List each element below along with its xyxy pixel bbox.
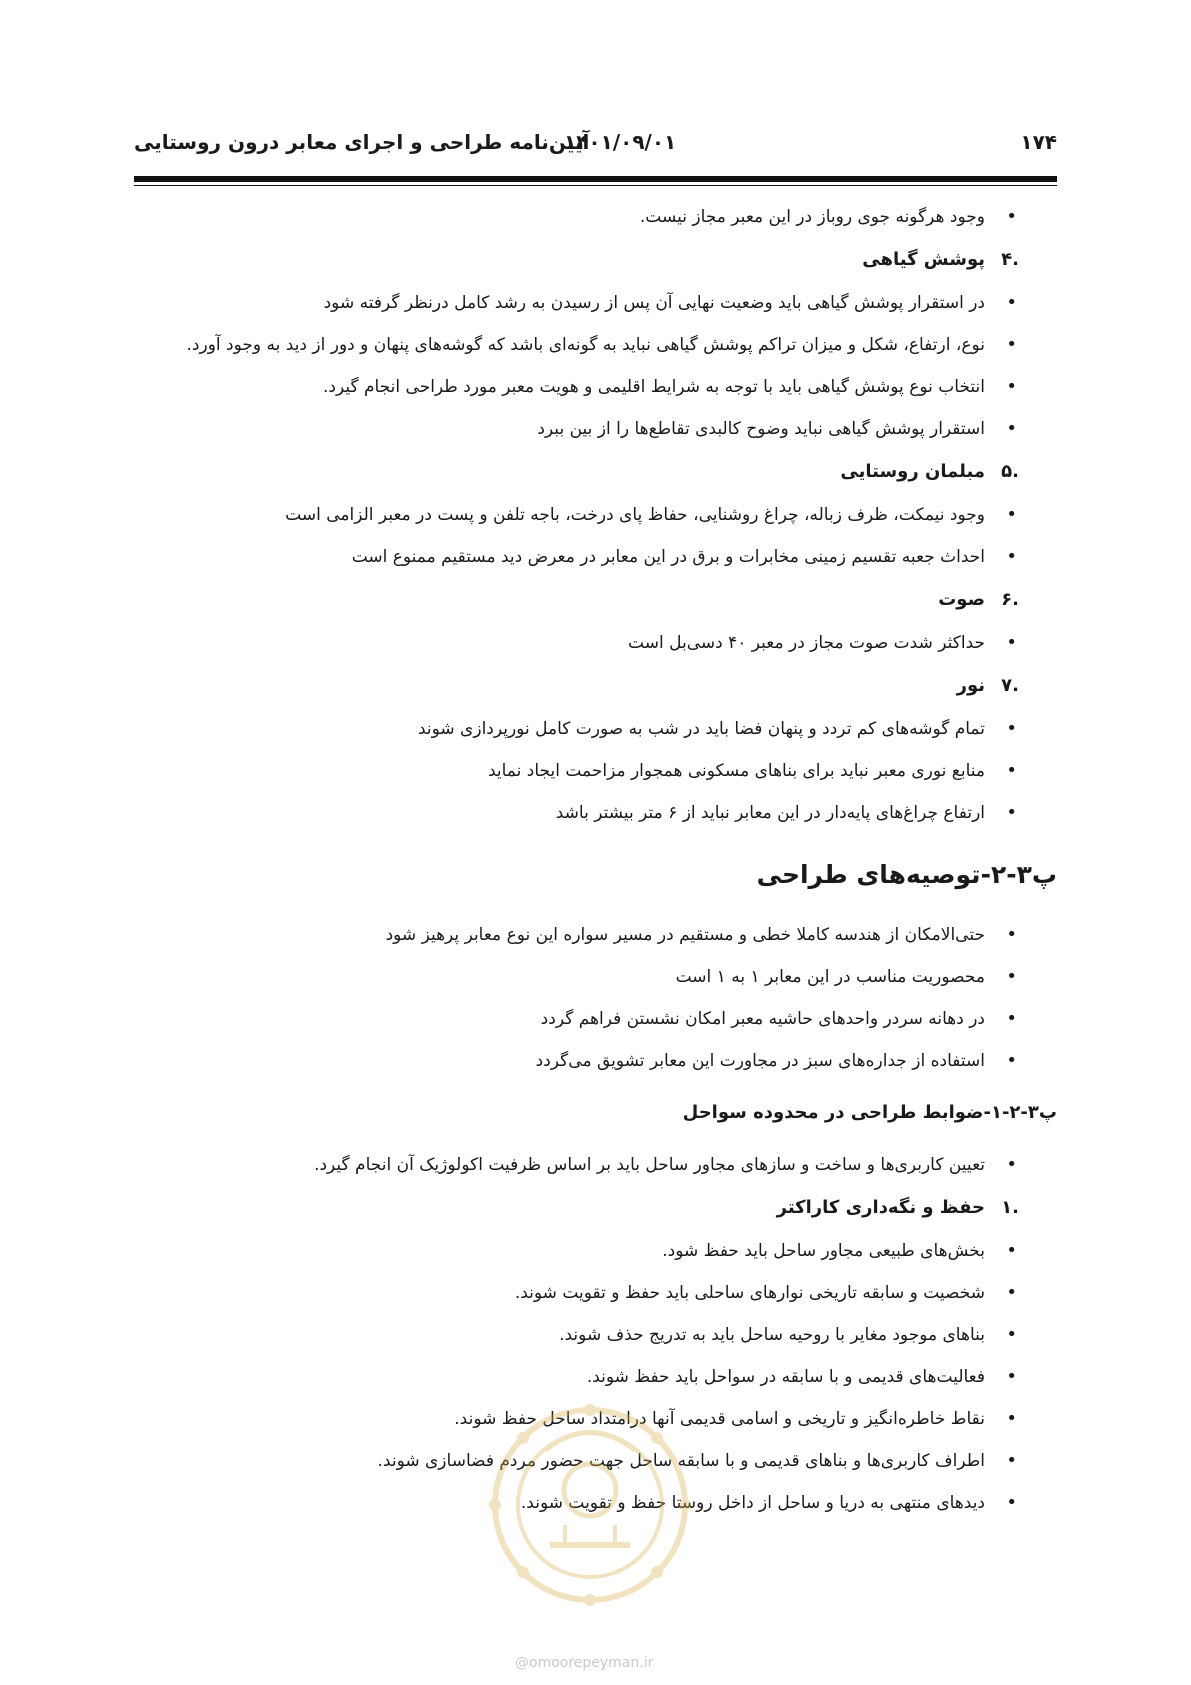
watermark-text: @omoorepeyman.ir — [515, 1655, 654, 1671]
heading-number: .۶ — [1001, 589, 1019, 610]
list-item: • وجود هرگونه جوی روباز در این معبر مجاز نیست. — [160, 196, 1057, 238]
list-item: • اطراف کاربری‌ها و بناهای قدیمی و با سابقه ساحل جهت حضور مردم فضاسازی شوند. — [160, 1440, 1057, 1482]
page-content — [160, 196, 1057, 1524]
list-item: • شخصیت و سابقه تاریخی نوارهای ساحلی باید حفظ و تقویت شوند. — [160, 1272, 1057, 1314]
list-item: • حداکثر شدت صوت مجاز در معبر ۴۰ دسی‌بل است — [160, 622, 1057, 664]
numbered-heading-1 — [160, 1186, 1057, 1230]
list-item: • استفاده از جداره‌های سبز در مجاورت این معابر تشویق می‌گردد — [160, 1040, 1057, 1082]
page-number: ۱۷۴ — [1020, 130, 1057, 154]
list-item: • تمام گوشه‌های کم تردد و پنهان فضا باید در شب به صورت کامل نورپردازی شوند — [160, 708, 1057, 750]
list-item: • بخش‌های طبیعی مجاور ساحل باید حفظ شود. — [160, 1230, 1057, 1272]
section-heading: پ۳-۲-توصیه‌های طراحی — [756, 860, 1057, 889]
numbered-heading-7 — [160, 664, 1057, 708]
header-rule-thick — [134, 176, 1057, 182]
heading-number: .۷ — [1001, 675, 1019, 696]
heading-number: .۱ — [1001, 1197, 1019, 1218]
list-item: • انتخاب نوع پوشش گیاهی باید با توجه به شرایط اقلیمی و هویت معبر مورد طراحی انجام گیرد. — [160, 366, 1057, 408]
numbered-heading-5 — [160, 450, 1057, 494]
heading-text: مبلمان روستایی — [840, 461, 985, 482]
list-item: • محصوریت مناسب در این معابر ۱ به ۱ است — [160, 956, 1057, 998]
header-rule-thin — [134, 185, 1057, 186]
heading-text: نور — [956, 675, 985, 696]
list-item: • بناهای موجود مغایر با روحیه ساحل باید به تدریج حذف شوند. — [160, 1314, 1057, 1356]
list-item: • نوع، ارتفاع، شکل و میزان تراکم پوشش گیاهی نباید به گونه‌ای باشد که گوشه‌های پنهان و دور از دید به وجود آورد. — [160, 324, 1057, 366]
list-item: • حتی‌الامکان از هندسه کاملا خطی و مستقیم در مسیر سواره این نوع معابر پرهیز شود — [160, 914, 1057, 956]
heading-text: حفظ و نگه‌داری کاراکتر — [776, 1197, 985, 1218]
heading-text: پوشش گیاهی — [862, 249, 985, 270]
numbered-heading-4 — [160, 238, 1057, 282]
subsection-heading: پ۳-۲-۱-ضوابط طراحی در محدوده سواحل — [682, 1102, 1057, 1123]
list-item: • استقرار پوشش گیاهی نباید وضوح کالبدی تقاطع‌ها را از بین ببرد — [160, 408, 1057, 450]
numbered-heading-6 — [160, 578, 1057, 622]
list-item: • در دهانه سردر واحدهای حاشیه معبر امکان نشستن فراهم گردد — [160, 998, 1057, 1040]
list-item: • در استقرار پوشش گیاهی باید وضعیت نهایی آن پس از رسیدن به رشد کامل درنظر گرفته شود — [160, 282, 1057, 324]
list-item: • وجود نیمکت، ظرف زباله، چراغ روشنایی، حفاظ پای درخت، باجه تلفن و پست در معبر الزامی است — [160, 494, 1057, 536]
list-item: • ارتفاع چراغ‌های پایه‌دار در این معابر نباید از ۶ متر بیشتر باشد — [160, 792, 1057, 834]
list-item: • نقاط خاطره‌انگیز و تاریخی و اسامی قدیمی آنها درامتداد ساحل حفظ شوند. — [160, 1398, 1057, 1440]
list-item: • تعیین کاربری‌ها و ساخت و سازهای مجاور ساحل باید بر اساس ظرفیت اکولوژیک آن انجام گیرد. — [160, 1144, 1057, 1186]
heading-number: .۵ — [1001, 461, 1019, 482]
page-header — [134, 126, 1057, 166]
list-item: • فعالیت‌های قدیمی و با سابقه در سواحل باید حفظ شوند. — [160, 1356, 1057, 1398]
document-date: ۱۴۰۱/۰۹/۰۱ — [564, 130, 677, 154]
list-item: • احداث جعبه تقسیم زمینی مخابرات و برق در این معابر در معرض دید مستقیم ممنوع است — [160, 536, 1057, 578]
heading-text: صوت — [938, 589, 985, 610]
heading-number: .۴ — [1001, 249, 1019, 270]
list-item: • منابع نوری معبر نباید برای بناهای مسکونی همجوار مزاحمت ایجاد نماید — [160, 750, 1057, 792]
document-title: آیین‌نامه طراحی و اجرای معابر درون روستایی — [134, 130, 590, 154]
list-item: • دیدهای منتهی به دریا و ساحل از داخل روستا حفظ و تقویت شوند. — [160, 1482, 1057, 1524]
watermark-seal-icon — [480, 1395, 700, 1615]
